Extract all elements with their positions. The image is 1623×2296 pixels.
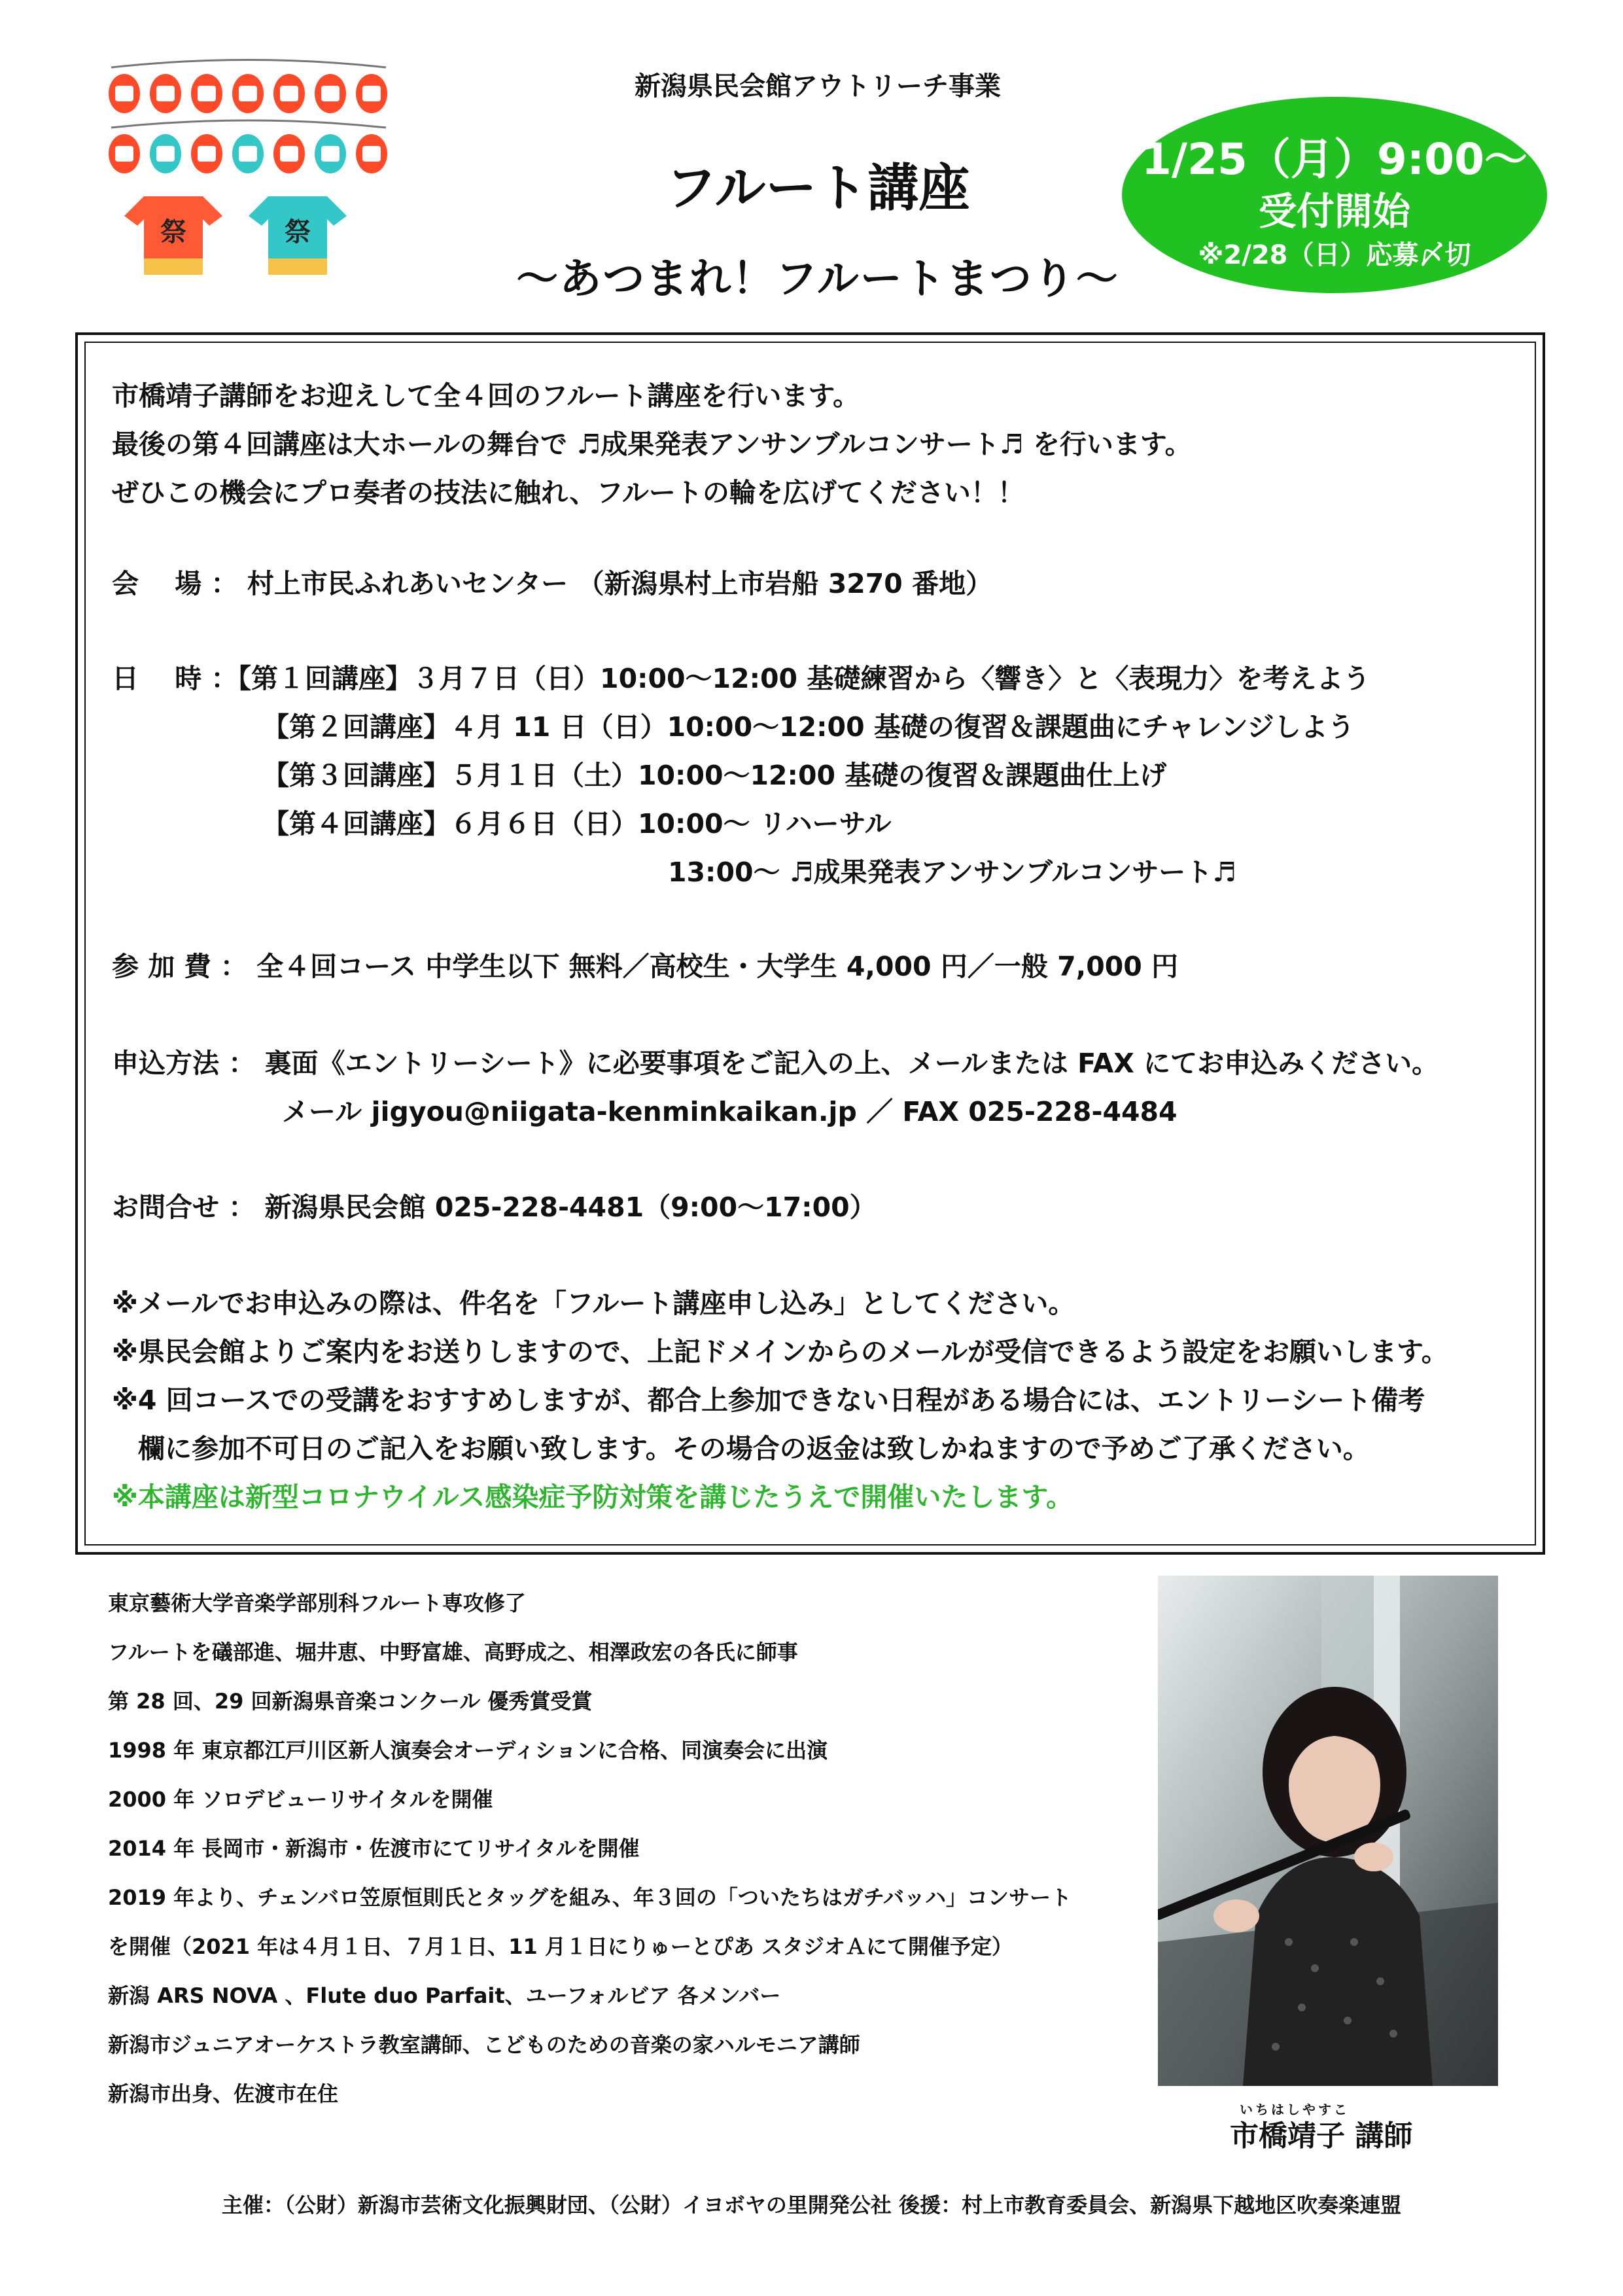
- lantern-band: [280, 86, 298, 101]
- organizer-line: 新潟県民会館アウトリーチ事業: [635, 71, 1001, 101]
- bio-line: 2019 年より、チェンバロ笠原恒則氏とタッグを組み、年３回の「ついたちはガチバッハ」コンサート: [108, 1885, 1072, 1910]
- inquiry-contact: お問合せ ： 新潟県民会館 025-228-4481（9:00～17:00）: [112, 1192, 877, 1223]
- matsuri-kanji-1: 祭: [160, 217, 186, 247]
- page-subtitle: ～あつまれ！フルートまつり～: [516, 255, 1119, 304]
- lantern-band: [362, 146, 381, 162]
- bio-line: 東京藝術大学音楽学部別科フルート専攻修了: [108, 1591, 526, 1616]
- lantern-band: [239, 146, 257, 162]
- schedule-session-2: 【第２回講座】４月 11 日（日）10:00～12:00 基礎の復習＆課題曲にチャレンジしよう: [262, 711, 1355, 743]
- bio-line: 新潟 ARS NOVA 、Flute duo Parfait、ユーフォルビア 各メンバー: [108, 1983, 781, 2008]
- bio-line: を開催（2021 年は４月１日、７月１日、11 月１日にりゅーとぴあ スタジオＡにて開催予定）: [108, 1934, 1013, 1959]
- bio-line: 新潟市ジュニアオーケストラ教室講師、こどものための音楽の家ハルモニア講師: [108, 2032, 860, 2057]
- bio-line: 新潟市出身、佐渡市在住: [108, 2081, 339, 2106]
- schedule-session-3: 【第３回講座】５月１日（土）10:00～12:00 基礎の復習＆課題曲仕上げ: [262, 760, 1167, 791]
- lantern-band: [362, 86, 381, 101]
- lantern-band: [156, 86, 175, 101]
- lantern-band: [321, 146, 340, 162]
- bio-line: フルートを礒部進、堀井恵、中野富雄、高野成之、相澤政宏の各氏に師事: [108, 1640, 798, 1665]
- instructor-name-reading: いちはしやすこ: [1240, 2102, 1350, 2117]
- lantern-band: [280, 146, 298, 162]
- registration-start-date: 1/25（月）9:00～: [1141, 134, 1528, 185]
- schedule-session-4-concert: 13:00～ ♬成果発表アンサンブルコンサート♬: [668, 857, 1236, 888]
- bio-line: 1998 年 東京都江戸川区新人演奏会オーディションに合格、同演奏会に出演: [108, 1738, 828, 1763]
- note-1: ※メールでお申込みの際は、件名を「フルート講座申し込み」としてください。: [112, 1288, 1075, 1319]
- lantern-band: [198, 146, 216, 162]
- schedule-session-1: 日 時 ：【第１回講座】３月７日（日）10:00～12:00 基礎練習から〈響き〉と〈表現力〉を考えよう: [112, 663, 1370, 694]
- page-title: フルート講座: [665, 159, 970, 218]
- intro-line-3: ぜひこの機会にプロ奏者の技法に触れ、フルートの輪を広げてください！！: [112, 477, 1024, 508]
- lantern-band: [198, 86, 216, 101]
- organizer-footer: 主催：（公財）新潟市芸術文化振興財団、（公財）イヨボヤの里開発公社 後援：村上市教育委員会、新潟県下越地区吹奏楽連盟: [221, 2193, 1402, 2217]
- instructor-name: 市橋靖子 講師: [1230, 2119, 1413, 2153]
- instructor-photo: [1158, 1576, 1498, 2086]
- course-info-box: [75, 332, 1545, 1555]
- lantern-band: [115, 86, 133, 101]
- apply-contact: メール jigyou@niigata-kenminkaikan.jp ／ FAX 025-228-4484: [282, 1096, 1178, 1127]
- intro-line-2: 最後の第４回講座は大ホールの舞台で ♬成果発表アンサンブルコンサート♬ を行います。: [112, 429, 1192, 460]
- covid-note: ※本講座は新型コロナウイルス感染症予防対策を講じたうえで開催いたします。: [112, 1481, 1073, 1513]
- note-2: ※県民会館よりご案内をお送りしますので、上記ドメインからのメールが受信できるよう設定をお願いします。: [112, 1336, 1448, 1368]
- note-3: ※4 回コースでの受講をおすすめしますが、都合上参加できない日程がある場合には、エントリーシート備考: [112, 1385, 1425, 1416]
- registration-start-label: 受付開始: [1258, 189, 1410, 234]
- matsuri-kanji-2: 祭: [285, 217, 311, 247]
- bio-line: 2000 年 ソロデビューリサイタルを開催: [108, 1787, 493, 1812]
- application-deadline: ※2/28（日）応募〆切: [1198, 240, 1471, 270]
- fee: 参 加 費 ： 全４回コース 中学生以下 無料／高校生・大学生 4,000 円／一般 7,000 円: [112, 951, 1179, 982]
- intro-line-1: 市橋靖子講師をお迎えして全４回のフルート講座を行います。: [112, 380, 860, 412]
- lantern-band: [156, 146, 175, 162]
- lantern-illustration: [105, 56, 393, 278]
- festival-illustration: [105, 56, 393, 278]
- bio-line: 第 28 回、29 回新潟県音楽コンクール 優秀賞受賞: [108, 1689, 593, 1714]
- schedule-session-4: 【第４回講座】６月６日（日）10:00～ リハーサル: [262, 808, 892, 839]
- venue: 会 場 ： 村上市民ふれあいセンター （新潟県村上市岩船 3270 番地）: [112, 568, 993, 599]
- apply-method: 申込方法 ： 裏面《エントリーシート》に必要事項をご記入の上、メールまたは FAX にてお申込みください。: [112, 1048, 1439, 1079]
- bio-line: 2014 年 長岡市・新潟市・佐渡市にてリサイタルを開催: [108, 1836, 640, 1861]
- lantern-band: [115, 146, 133, 162]
- note-3-cont: 欄に参加不可日のご記入をお願い致します。その場合の返金は致しかねますので予めご了承ください。: [138, 1433, 1370, 1464]
- registration-badge: [1122, 97, 1547, 293]
- lantern-band: [321, 86, 340, 101]
- lantern-band: [239, 86, 257, 101]
